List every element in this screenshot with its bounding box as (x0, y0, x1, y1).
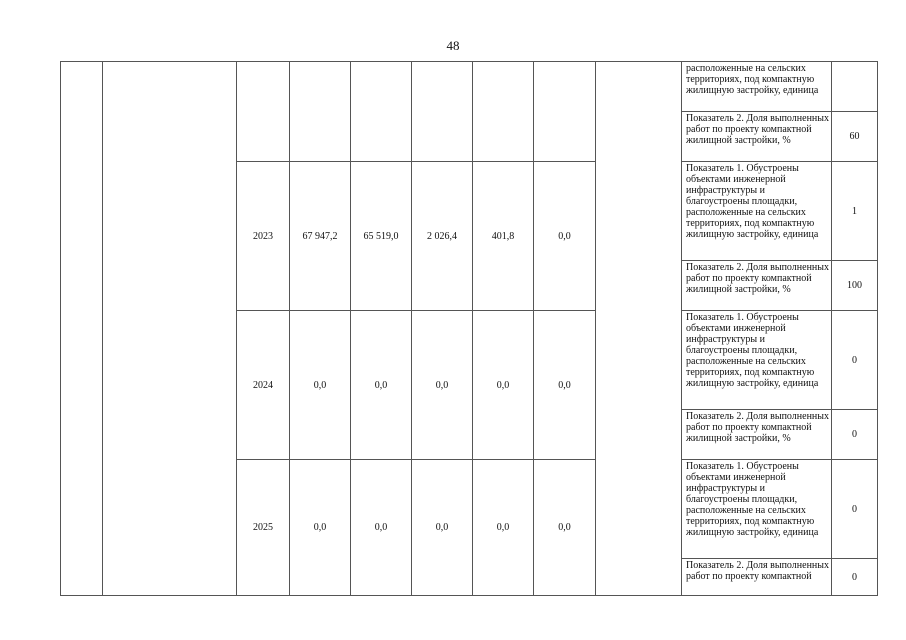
value-cell: 0,0 (534, 460, 596, 596)
value-cell: 0,0 (473, 311, 534, 460)
col-number-cell (61, 62, 103, 596)
value-cell: 0,0 (290, 460, 351, 596)
indicator-value: 100 (832, 261, 878, 311)
value-cell: 67 947,2 (290, 162, 351, 311)
indicator-value: 0 (832, 311, 878, 410)
table-row (61, 62, 878, 112)
value-cell: 0,0 (473, 460, 534, 596)
indicator-value: 0 (832, 410, 878, 460)
indicator-value (832, 62, 878, 112)
indicator-text: Показатель 1. Обустроены объектами инженерной инфраструктуры и благоустроены площадки, расположенные на сельских территориях, под компактную жилищную застройку, единица (682, 311, 832, 410)
indicator-text: Показатель 2. Доля выполненных работ по проекту компактной (682, 559, 832, 596)
value-cell: 65 519,0 (351, 162, 412, 311)
indicator-text: Показатель 1. Обустроены объектами инженерной инфраструктуры и благоустроены площадки, расположенные на сельских территориях, под компактную жилищную застройку, единица (682, 162, 832, 261)
indicator-text: Показатель 2. Доля выполненных работ по проекту компактной жилищной застройки, % (682, 261, 832, 311)
year-cell: 2023 (237, 162, 290, 311)
program-table (60, 61, 878, 596)
value-cell: 0,0 (351, 311, 412, 460)
value-cell: 0,0 (534, 311, 596, 460)
year-cell: 2025 (237, 460, 290, 596)
indicator-text: Показатель 1. Обустроены объектами инженерной инфраструктуры и благоустроены площадки, расположенные на сельских территориях, под компактную жилищную застройку, единица (682, 460, 832, 559)
page-number: 48 (446, 38, 460, 53)
year-cell: 2024 (237, 311, 290, 460)
value-cell (534, 62, 596, 162)
col-name-cell (103, 62, 237, 596)
value-cell: 0,0 (412, 460, 473, 596)
value-cell: 0,0 (412, 311, 473, 460)
indicator-text: Показатель 2. Доля выполненных работ по проекту компактной жилищной застройки, % (682, 112, 832, 162)
value-cell: 401,8 (473, 162, 534, 311)
value-cell: 0,0 (351, 460, 412, 596)
value-cell (412, 62, 473, 162)
indicator-value: 0 (832, 460, 878, 559)
value-cell (290, 62, 351, 162)
col-executor-cell (596, 62, 682, 596)
value-cell: 2 026,4 (412, 162, 473, 311)
value-cell: 0,0 (534, 162, 596, 311)
indicator-text: Показатель 2. Доля выполненных работ по проекту компактной жилищной застройки, % (682, 410, 832, 460)
value-cell (351, 62, 412, 162)
indicator-value: 60 (832, 112, 878, 162)
indicator-value: 1 (832, 162, 878, 261)
value-cell: 0,0 (290, 311, 351, 460)
value-cell (473, 62, 534, 162)
year-cell (237, 62, 290, 162)
indicator-text: расположенные на сельских территориях, под компактную жилищную застройку, единица (682, 62, 832, 112)
indicator-value: 0 (832, 559, 878, 596)
